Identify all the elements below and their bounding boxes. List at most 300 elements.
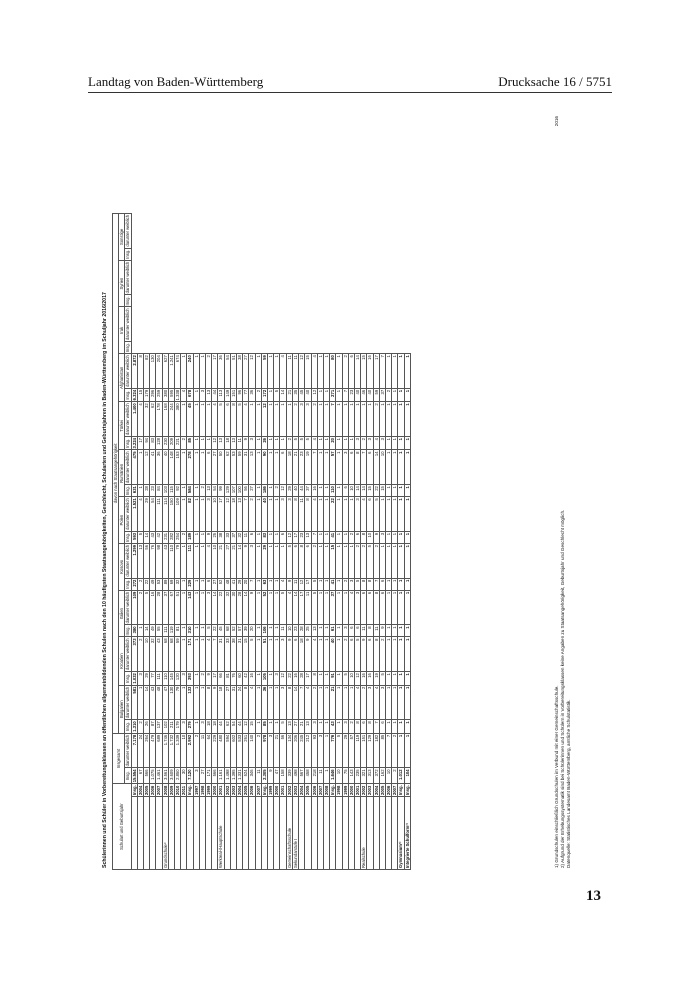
table-cell: 31 [243,450,249,485]
table-cell: 1 [398,450,404,485]
table-cell: 4 [311,436,317,449]
table-cell: 1 [392,625,398,637]
table-cell: 1 [255,531,261,543]
table-cell: 80 [330,354,336,389]
table-cell: 1 [404,733,410,768]
table-cell: 84 [156,485,162,497]
table-cell: 1 [323,402,329,437]
table-cell: 2 [373,402,379,437]
table-cell: 1 [274,531,280,543]
table-cell: 480 [218,733,224,768]
table-cell: 5 [299,436,305,449]
row-year: 2010 [175,785,181,795]
table-cell: 158 [280,768,286,784]
table-cell: 23 [348,388,354,401]
table-cell: 145 [168,672,174,685]
table-cell: 77 [243,388,249,401]
table-cell: 49 [150,625,156,637]
table-cell: 46 [361,388,367,401]
table-cell: 2 [342,354,348,389]
table-cell: 1 [323,625,329,637]
table-cell: 1 [317,720,323,733]
sub-header-female: darunter weiblich [125,261,131,294]
table-cell: 8 [354,720,360,733]
table-cell: 20 [243,578,249,590]
table-cell: 1.241 [168,354,174,389]
table-cell: 7 [243,497,249,532]
table-cell: 1 [181,450,187,485]
table-cell: 4 [206,637,212,672]
table-cell: 1 [342,531,348,543]
table-cell: 10 [212,543,218,578]
table-cell: 1 [392,578,398,590]
table-cell: 3 [268,733,274,768]
table-cell: 4 [305,685,311,720]
table-cell: 5 [280,590,286,625]
table-cell: 56 [280,733,286,768]
table-cell: 310 [187,625,193,637]
table-cell: 16 [311,485,317,497]
table-cell: 27 [224,543,230,578]
table-cell: 110 [168,543,174,578]
row-year: 2004 [137,785,143,795]
table-cell: 148 [168,450,174,485]
sub-header-total: Insg. [125,388,131,401]
table-cell: 4 [280,354,286,389]
table-cell: 1 [385,402,391,437]
table-cell: 1 [193,485,199,497]
table-cell: 130 [168,685,174,720]
row-year: 2000 [212,785,218,795]
table-cell: 8 [243,685,249,720]
table-cell: 1.339 [175,733,181,768]
table-row [404,213,410,869]
table-cell: 17 [299,590,305,625]
table-cell: 6 [361,720,367,733]
table-cell: 8 [137,354,143,389]
row-year: 2001 [218,785,224,795]
table-cell: 372 [373,768,379,784]
table-cell: 179 [144,388,150,401]
table-cell: 18 [218,685,224,720]
table-cell: 1 [323,436,329,449]
table-cell: 140 [249,733,255,768]
table-cell: 53 [230,450,236,485]
table-cell: 1 [336,672,342,685]
table-cell: 52 [218,578,224,590]
table-cell: 3 [181,672,187,685]
table-cell: 66 [218,672,224,685]
table-cell: 2 [354,543,360,578]
table-cell: 230 [162,436,168,449]
table-cell: 1 [181,497,187,532]
table-cell: 9 [305,637,311,672]
stub-header: Schulart und Geburtsjahr [113,784,132,870]
table-cell: 13 [206,388,212,401]
table-cell: 5 [274,388,280,401]
col-group-header: Kosovo [119,543,125,590]
table-cell: 602 [230,733,236,768]
table-cell: 1 [336,497,342,532]
table-cell: 566 [144,768,150,784]
table-cell: 26 [261,436,267,449]
table-cell: 6 [348,625,354,637]
table-cell: 1 [255,672,261,685]
row-year: 2004 [373,785,379,795]
table-cell: 82 [187,497,193,532]
table-cell: 23 [299,450,305,485]
row-year: 2008 [162,785,168,795]
table-cell: 91 [330,672,336,685]
table-cell: 1 [199,402,205,437]
table-cell: 59 [175,637,181,672]
table-cell: 41 [330,531,336,543]
table-cell: 1 [181,543,187,578]
table-cell: 6 [292,543,298,578]
table-cell: 212 [305,733,311,768]
table-cell: 6 [367,637,373,672]
table-cell: 143 [187,590,193,625]
row-label: Grundschule¹⁾ [162,797,168,870]
table-cell: 7 [373,720,379,733]
table-cell: 1 [181,625,187,637]
table-cell: 1 [398,497,404,532]
table-cell: 1 [385,497,391,532]
table-cell: 1 [199,543,205,578]
table-cell: 1 [385,720,391,733]
table-cell: 1 [392,436,398,449]
table-cell: 1 [323,768,329,784]
sub-header-total: Insg. [125,343,131,353]
table-cell: 9 [286,637,292,672]
table-cell: 1 [255,402,261,437]
table-cell: 103 [162,485,168,497]
sub-header-total: Insg. [125,720,131,733]
table-cell: 1 [385,685,391,720]
table-cell: 81 [175,625,181,637]
table-cell: 3 [342,450,348,485]
table-cell: 1 [268,402,274,437]
table-cell: 3 [342,625,348,637]
table-cell: 15 [305,354,311,389]
table-cell: 57 [237,625,243,637]
table-cell: 54 [150,497,156,532]
table-cell: 42 [243,672,249,685]
note-line: Datenquelle: Statistisches Landesamt Baden-Württemberg, amtliche Schulstatistik. [566,699,571,868]
table-cell: 1 [385,672,391,685]
table-cell: 11 [292,354,298,389]
table-cell: 3 [299,402,305,437]
table-cell: 1 [255,637,261,672]
table-cell: 5 [286,543,292,578]
table-cell: 21 [299,720,305,733]
table-cell: 5 [311,590,317,625]
table-cell: 1 [193,543,199,578]
table-cell: 90 [261,450,267,485]
row-year: 2001 [280,785,286,795]
table-cell: 40 [292,485,298,497]
table-cell: 12 [212,436,218,449]
table-cell: 1.395 [230,768,236,784]
table-cell: 6 [292,637,298,672]
table-cell: 14 [361,485,367,497]
table-cell: 13 [311,625,317,637]
table-cell: 11 [199,733,205,768]
table-cell: 8 [311,672,317,685]
table-cell: 6 [280,450,286,485]
table-cell: 60 [237,672,243,685]
table-cell: 13 [249,450,255,485]
table-cell: 5 [311,578,317,590]
table-cell: 1 [385,637,391,672]
table-cell: 1 [342,590,348,625]
table-cell: 113 [218,388,224,401]
table-cell: 8 [361,578,367,590]
table-cell: 7 [299,685,305,720]
table-cell: 14 [292,685,298,720]
table-cell: 17 [373,354,379,389]
table-cell: 1 [336,388,342,401]
table-cell: 1 [379,402,385,437]
sub-header-female: darunter weiblich [125,638,131,671]
table-cell: 264 [144,733,150,768]
table-cell: 32 [150,637,156,672]
table-cell: 1 [342,497,348,532]
table-cell: 1 [323,354,329,389]
table-cell: 1 [392,720,398,733]
table-cell: 9 [212,685,218,720]
table-cell: 1 [342,685,348,720]
table-cell: 17 [305,578,311,590]
table-cell: 56 [144,543,150,578]
table-cell: 36 [218,354,224,389]
table-cell: 6 [354,531,360,543]
table-cell: 41 [150,450,156,485]
table-cell: 151 [230,388,236,401]
table-cell: 81 [224,672,230,685]
table-cell: 1 [317,485,323,497]
table-cell: 1 [404,402,410,437]
table-cell: 3 [280,497,286,532]
row-year: 1999 [342,785,348,795]
table-cell: 245 [299,733,305,768]
table-cell: 29 [286,485,292,497]
header-left-text: Landtag von Baden-Württemberg [88,74,264,89]
table-cell: 1 [193,436,199,449]
table-cell: 271 [330,388,336,401]
table-cell: 1 [323,637,329,672]
table-cell: 18 [286,450,292,485]
table-cell: 1 [199,436,205,449]
table-cell: 1 [398,543,404,578]
table-cell: 40 [330,637,336,672]
table-cell: 1 [385,436,391,449]
row-label: Realschule [361,797,367,870]
table-cell: 1 [398,625,404,637]
table-cell: 50 [218,450,224,485]
table-cell: 4 [181,388,187,401]
table-cell: 1.331 [237,768,243,784]
table-cell: 13 [206,485,212,497]
sub-header-female: darunter weiblich [125,355,131,387]
table-cell: 1 [193,625,199,637]
table-cell: 24 [237,685,243,720]
table-cell: 1 [392,543,398,578]
table-cell: 1 [392,685,398,720]
table-cell: 4 [137,497,143,532]
row-year: 2002 [361,785,367,795]
col-group-header: Türkei [119,402,125,450]
table-cell: 68 [168,637,174,672]
sub-header-female: darunter weiblich [125,451,131,484]
table-cell: 3 [193,768,199,784]
table-cell: 1 [199,625,205,637]
table-cell: 1 [398,578,404,590]
table-cell: 6 [249,531,255,543]
table-cell: 37 [305,485,311,497]
table-cell: 93 [311,733,317,768]
table-cell: 5 [249,637,255,672]
col-group-header: Rumänien [119,450,125,497]
table-cell: 83 [261,531,267,543]
table-cell: 3 [280,685,286,720]
table-cell: 28 [144,485,150,497]
table-cell: 21 [330,685,336,720]
table-cell: 272 [131,578,137,590]
table-cell: 2 [181,531,187,543]
table-cell: 3 [249,543,255,578]
table-cell: 678 [187,388,193,401]
table-cell: 2.992 [187,733,193,768]
table-cell: 15.554 [131,769,137,783]
table-cell: 16 [361,672,367,685]
table-cell: 2 [361,436,367,449]
table-cell: 229 [187,578,193,590]
table-cell: 1 [348,543,354,578]
table-cell: 3 [199,388,205,401]
table-cell: 51 [230,354,236,389]
table-cell: 7 [385,733,391,768]
table-cell: 1 [398,485,404,497]
table-cell: 9 [268,768,274,784]
table-cell: 76 [230,672,236,685]
table-cell: 1 [255,436,261,449]
table-cell: 8 [299,543,305,578]
table-cell: 209 [168,436,174,449]
table-cell: 6 [367,450,373,485]
table-cell: 1 [199,637,205,672]
table-cell: 1 [398,354,404,389]
table-cell: 25 [212,531,218,543]
table-cell: 40 [261,497,267,532]
table-cell: 1 [274,497,280,532]
table-cell: 1 [286,402,292,437]
row-year: Insg. [261,785,267,795]
col-group-header: Sonstige [119,213,125,260]
table-cell: 87 [150,720,156,733]
table-cell: 4 [354,685,360,720]
table-cell: 3 [137,672,143,685]
table-cell: 61 [330,625,336,637]
table-cell: 69 [168,578,174,590]
table-cell: 1 [404,590,410,625]
table-cell: 32 [144,402,150,437]
table-cell: 1 [193,531,199,543]
table-cell: 1 [392,354,398,389]
table-cell: 240 [187,354,193,389]
row-year: 1999 [206,785,212,795]
table-cell: 475 [131,450,137,485]
table-cell: 1 [398,590,404,625]
table-cell: 59 [237,450,243,485]
table-cell: 7 [249,578,255,590]
table-cell: 18 [230,497,236,532]
table-cell: 1 [199,497,205,532]
table-cell: 296 [150,388,156,401]
table-cell: 150 [168,497,174,532]
table-cell: 14 [237,543,243,578]
table-cell: 10 [385,768,391,784]
table-cell: 1 [274,578,280,590]
table-cell: 1 [392,402,398,437]
table-cell: 2 [373,543,379,578]
table-cell: 77 [150,672,156,685]
table-cell: 1 [317,388,323,401]
table-cell: 11 [317,768,323,784]
table-cell: 17 [292,531,298,543]
table-cell: 110 [330,485,336,497]
table-cell: 189 [187,531,193,543]
table-cell: 627 [162,354,168,389]
table-cell: 43 [150,685,156,720]
table-cell: 37 [379,388,385,401]
table-cell: 1 [336,354,342,389]
table-cell: 11 [237,436,243,449]
table-cell: 5 [342,672,348,685]
table-cell: 8 [367,720,373,733]
table-cell: 2 [255,388,261,401]
table-cell: 22 [373,485,379,497]
table-cell: 17 [212,354,218,389]
table-cell: 4 [286,590,292,625]
table-cell: 39 [243,625,249,637]
table-cell: 6 [305,543,311,578]
table-cell: 8 [367,625,373,637]
row-year: 2006 [385,785,391,795]
table-cell: 244 [168,402,174,437]
table-cell: 43 [156,637,162,672]
table-cell: 22 [330,497,336,532]
table-cell: 231 [162,531,168,543]
table-cell: 45 [299,388,305,401]
table-cell: 1 [181,637,187,672]
table-cell: 9 [379,625,385,637]
table-cell: 1 [199,578,205,590]
table-cell: 12 [261,402,267,437]
table-cell: 8 [292,497,298,532]
table-cell: 3 [317,733,323,768]
table-cell: 4 [206,543,212,578]
table-cell: 28 [299,625,305,637]
table-cell: 110 [162,672,168,685]
table-cell: 28 [156,590,162,625]
table-cell: 29 [342,733,348,768]
table-cell: 43 [150,531,156,543]
row-year: Insg. [131,785,137,795]
table-cell: 1 [367,402,373,437]
table-cell: 85 [261,720,267,733]
table-cell: 12 [286,531,292,543]
